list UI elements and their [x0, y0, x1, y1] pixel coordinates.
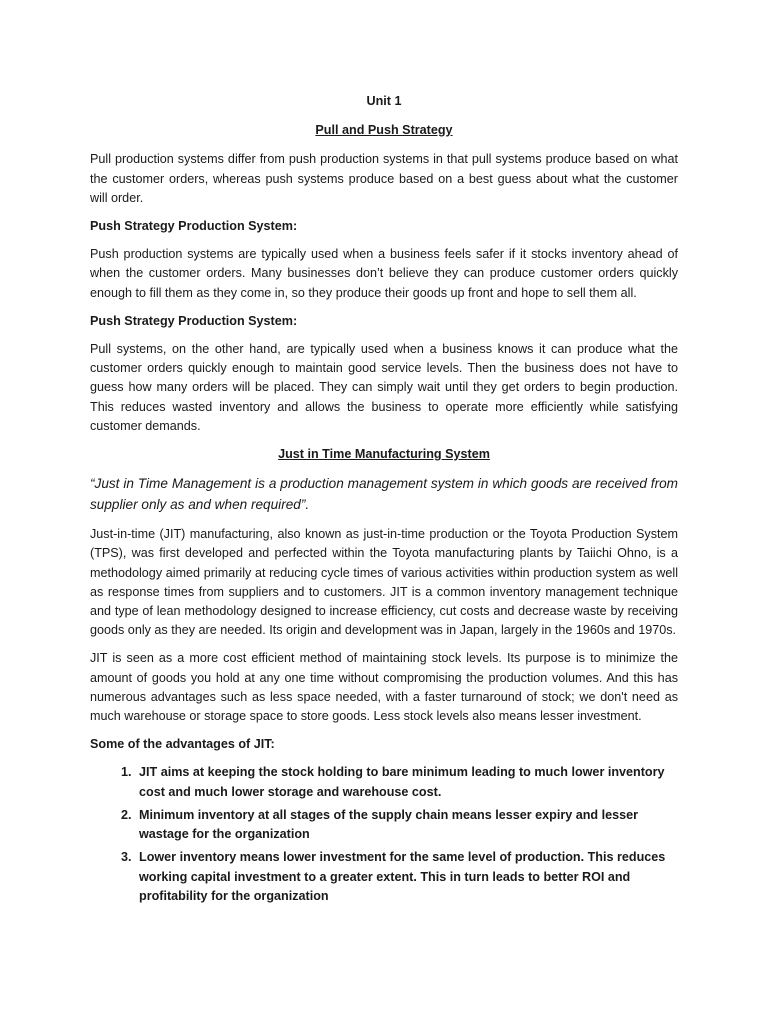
section-title-pull-push: Pull and Push Strategy — [315, 123, 453, 138]
jit-paragraph-history: Just-in-time (JIT) manufacturing, also known as just-in-time production or the Toyota Production System (TPS), was first developed and perfected within the Toyota manufacturing plants by Taiichi Ohno, is a methodology aimed primarily at reducing cycle times of various activities within production system as well as response times from suppliers and to customers. JIT is a common inventory management technique and type of lean methodology designed to increase efficiency, cut costs and decrease waste by receiving goods only as they are needed. Its origin and development was in Japan, largely in the 1960s and 1970s. — [90, 527, 678, 638]
jit-paragraph-purpose: JIT is seen as a more cost efficient method of maintaining stock levels. Its purpose is to minimize the amount of goods you hold at any one time without compromising the production volumes. And this has numerous advantages such as less space needed, with a faster turnaround of stock; we don't need as much warehouse or storage space to store goods. Less stock levels also means lesser investment. — [90, 651, 678, 724]
advantages-heading: Some of the advantages of JIT: — [90, 737, 275, 752]
subheading-push-system: Push Strategy Production System: — [90, 219, 298, 234]
jit-definition-quote: “Just in Time Management is a production management system in which goods are received from supplier only as and when required”. — [90, 476, 678, 512]
list-item: 3. Lower inventory means lower investment for the same level of production. This reduces working capital investment to a greater extent. This in turn leads to better ROI and profitability for the organization — [135, 848, 678, 906]
unit-title: Unit 1 — [366, 94, 402, 108]
advantages-list — [90, 763, 678, 905]
section-title-jit: Just in Time Manufacturing System — [278, 447, 490, 462]
subheading-pull-system: Push Strategy Production System: — [90, 313, 298, 328]
intro-paragraph: Pull production systems differ from push production systems in that pull systems produce based on what the customer orders, whereas push systems produce based on a best guess about what the customer will order. — [90, 152, 678, 205]
list-item: 1. JIT aims at keeping the stock holding to bare minimum leading to much lower inventory cost and much lower storage and warehouse cost. — [135, 763, 678, 801]
pull-paragraph: Pull systems, on the other hand, are typically used when a business knows it can produce what the customer orders quickly enough to maintain good service levels. Then the business does not have to guess how many orders will be placed. They can simply wait until they get orders to begin production. This reduces wasted inventory and allows the business to operate more efficiently while satisfying customer demands. — [90, 342, 678, 433]
document-page — [90, 92, 678, 910]
list-item: 2. Minimum inventory at all stages of the supply chain means lesser expiry and lesser wastage for the organization — [135, 806, 678, 844]
push-paragraph: Push production systems are typically used when a business feels safer if it stocks inventory ahead of when the customer orders. Many businesses don’t believe they can produce customer orders quickly enough to fill them as they come in, so they produce their goods up front and hope to sell them all. — [90, 247, 678, 300]
